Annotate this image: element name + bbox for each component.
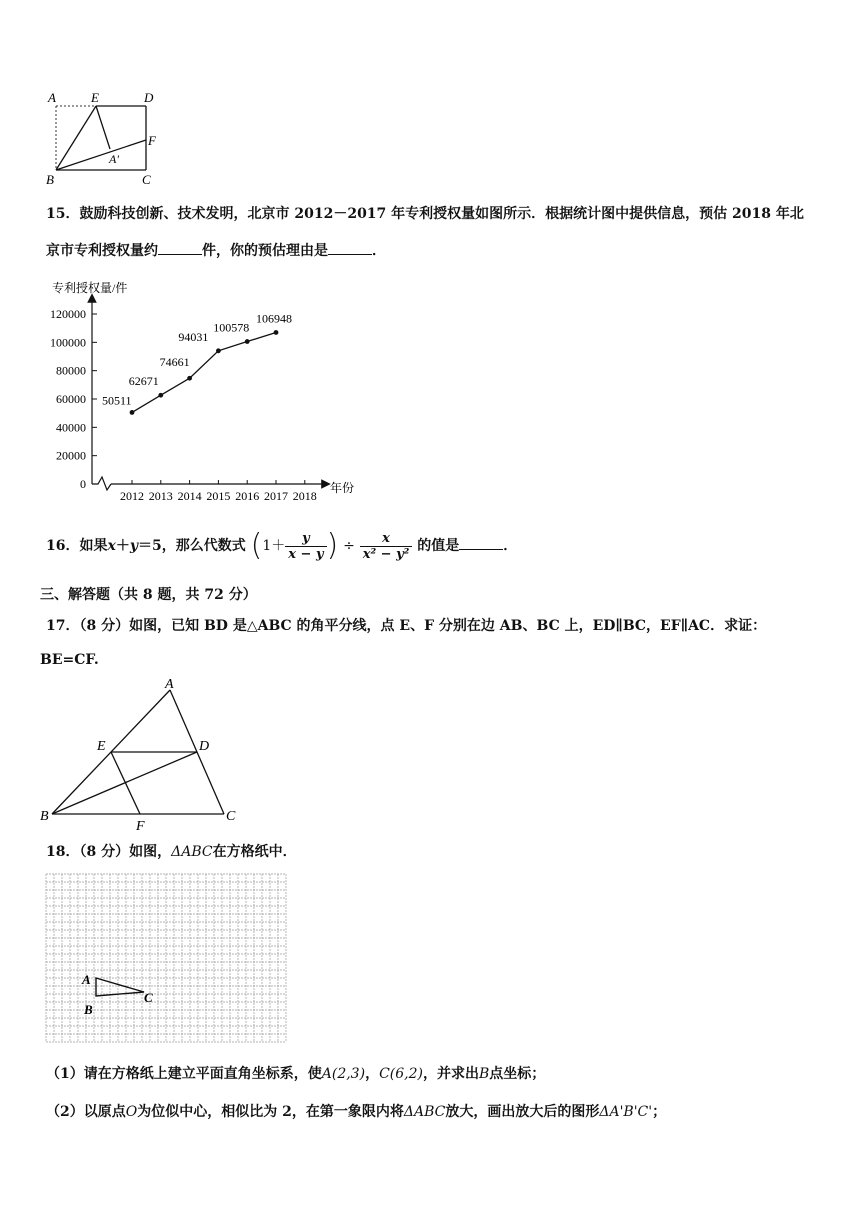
data-point bbox=[130, 410, 135, 415]
data-label: 50511 bbox=[102, 393, 132, 408]
series-line bbox=[132, 329, 276, 412]
question-17-line2: BE=CF. bbox=[40, 652, 99, 668]
question-18-head-a: 18．（8 分）如图， bbox=[46, 844, 172, 860]
y-tick-label: 100000 bbox=[50, 335, 86, 350]
label-d: D bbox=[199, 739, 210, 754]
x-tick-label: 2013 bbox=[148, 489, 173, 503]
question-16-eq: ＝5，那么代数式 bbox=[137, 538, 246, 554]
question-18-part-1 bbox=[46, 1064, 545, 1084]
label-f: F bbox=[148, 133, 156, 148]
point-a-coord: A(2,3) bbox=[321, 1066, 366, 1082]
answer-blank-2[interactable] bbox=[328, 240, 372, 255]
part-2-text-d: ； bbox=[652, 1104, 667, 1120]
question-16 bbox=[46, 522, 517, 570]
label-e: E bbox=[97, 739, 106, 754]
x-tick-label: 2012 bbox=[120, 489, 144, 503]
right-paren: ) bbox=[326, 528, 339, 563]
one-plus: 1＋ bbox=[262, 538, 286, 554]
label-c: C bbox=[142, 172, 151, 187]
data-label: 100578 bbox=[213, 320, 250, 335]
part-1-sep: ， bbox=[365, 1066, 380, 1082]
question-15-line1 bbox=[46, 204, 804, 224]
y-tick-label: 0 bbox=[80, 477, 86, 491]
label-b: B bbox=[46, 172, 54, 187]
question-18-part-2 bbox=[46, 1102, 666, 1122]
data-point bbox=[245, 339, 250, 344]
question-16-lead: 16．如果 bbox=[46, 538, 108, 554]
data-point bbox=[158, 393, 163, 398]
y-tick-label: 40000 bbox=[56, 420, 86, 435]
question-16-end: ． bbox=[503, 538, 518, 554]
fraction-1 bbox=[285, 531, 326, 562]
data-point bbox=[274, 330, 279, 335]
part-1-text-b: ，并求出 bbox=[422, 1066, 479, 1082]
data-point bbox=[216, 348, 221, 353]
point-c-coord: C(6,2) bbox=[379, 1066, 423, 1082]
y-axis-title: 专利授权量/件 bbox=[52, 281, 128, 295]
data-label: 94031 bbox=[178, 329, 209, 344]
label-b: B bbox=[40, 809, 49, 824]
label-d: D bbox=[144, 90, 154, 105]
fraction-2-denominator: x² − y² bbox=[362, 546, 410, 562]
y-tick-label: 60000 bbox=[56, 392, 86, 406]
grid-label-a: A bbox=[82, 972, 91, 987]
label-c: C bbox=[226, 809, 236, 824]
part-1-text-a: （1）请在方格纸上建立平面直角坐标系，使 bbox=[46, 1066, 322, 1082]
data-label: 74661 bbox=[159, 355, 190, 370]
part-2-text-c: 放大，画出放大后的图形 bbox=[445, 1104, 600, 1120]
fraction-2 bbox=[360, 531, 413, 562]
question-16-tail: 的值是 bbox=[417, 538, 460, 554]
question-15-text-a: 鼓励科技创新、技术发明，北京市 2012－2017 年专利授权量如图所示．根据统计图中提供信息，预估 2018 年北 bbox=[79, 206, 804, 222]
y-tick-label: 20000 bbox=[56, 448, 86, 463]
question-15-text-b1: 京市专利授权量约 bbox=[46, 243, 158, 259]
point-b: B bbox=[478, 1066, 490, 1082]
y-tick-label: 80000 bbox=[56, 363, 86, 378]
triangle-abc-2: ΔABC bbox=[403, 1104, 446, 1120]
question-15-line2 bbox=[46, 240, 386, 261]
question-15-number: 15． bbox=[46, 206, 80, 222]
origin-o: O bbox=[125, 1104, 138, 1120]
x-tick-label: 2014 bbox=[177, 489, 202, 503]
question-18-head-b: 在方格纸中． bbox=[212, 844, 297, 860]
answer-blank-3[interactable] bbox=[459, 535, 503, 550]
data-label: 106948 bbox=[256, 311, 292, 326]
triangle-abc: ΔABC bbox=[171, 844, 213, 860]
section-three-heading: 三、解答题（共 8 题，共 72 分） bbox=[40, 587, 257, 603]
part-2-text-a: （2）以原点 bbox=[46, 1104, 126, 1120]
grid-label-c: C bbox=[144, 990, 153, 1005]
part-1-text-c: 点坐标； bbox=[489, 1066, 546, 1082]
y-tick-label: 120000 bbox=[50, 307, 86, 321]
var-x: x bbox=[107, 538, 116, 554]
x-tick-label: 2016 bbox=[235, 489, 260, 503]
triangle-abc-prime: ΔA'B'C' bbox=[599, 1104, 653, 1120]
plus-sign: ＋ bbox=[115, 538, 130, 554]
triangle-figure bbox=[36, 672, 256, 836]
label-a-prime: A' bbox=[109, 152, 119, 166]
answer-blank-1[interactable] bbox=[158, 240, 202, 255]
question-15-text-b2: 件，你的预估理由是 bbox=[202, 243, 328, 259]
data-label: 62671 bbox=[128, 374, 159, 389]
data-point bbox=[187, 376, 192, 381]
fraction-2-numerator: x bbox=[360, 531, 413, 547]
divide-sign: ÷ bbox=[343, 538, 355, 554]
var-y: y bbox=[129, 538, 138, 554]
label-f: F bbox=[136, 819, 145, 834]
fraction-1-numerator: y bbox=[285, 531, 326, 547]
fraction-1-denominator: x − y bbox=[288, 546, 324, 562]
question-17-line1: 17．（8 分）如图，已知 BD 是△ABC 的角平分线，点 E、F 分别在边 AB、BC 上，ED∥BC，EF∥AC．求证： bbox=[46, 618, 767, 634]
question-18-heading bbox=[46, 842, 297, 862]
label-a: A bbox=[48, 90, 56, 105]
x-tick-label: 2018 bbox=[292, 489, 317, 503]
label-a: A bbox=[165, 677, 174, 692]
part-2-text-b: 为位似中心，相似比为 2，在第一象限内将 bbox=[137, 1104, 404, 1120]
x-axis-title: 年份 bbox=[330, 481, 355, 495]
patent-line-chart bbox=[40, 272, 370, 512]
fold-rectangle-figure bbox=[40, 86, 170, 190]
grid-label-b: B bbox=[84, 1002, 93, 1017]
left-paren: ( bbox=[250, 528, 263, 563]
label-e: E bbox=[91, 90, 99, 105]
x-tick-label: 2015 bbox=[206, 489, 231, 503]
x-tick-label: 2017 bbox=[264, 489, 288, 503]
grid-paper bbox=[44, 872, 290, 1046]
question-15-text-b3: ． bbox=[372, 243, 386, 259]
